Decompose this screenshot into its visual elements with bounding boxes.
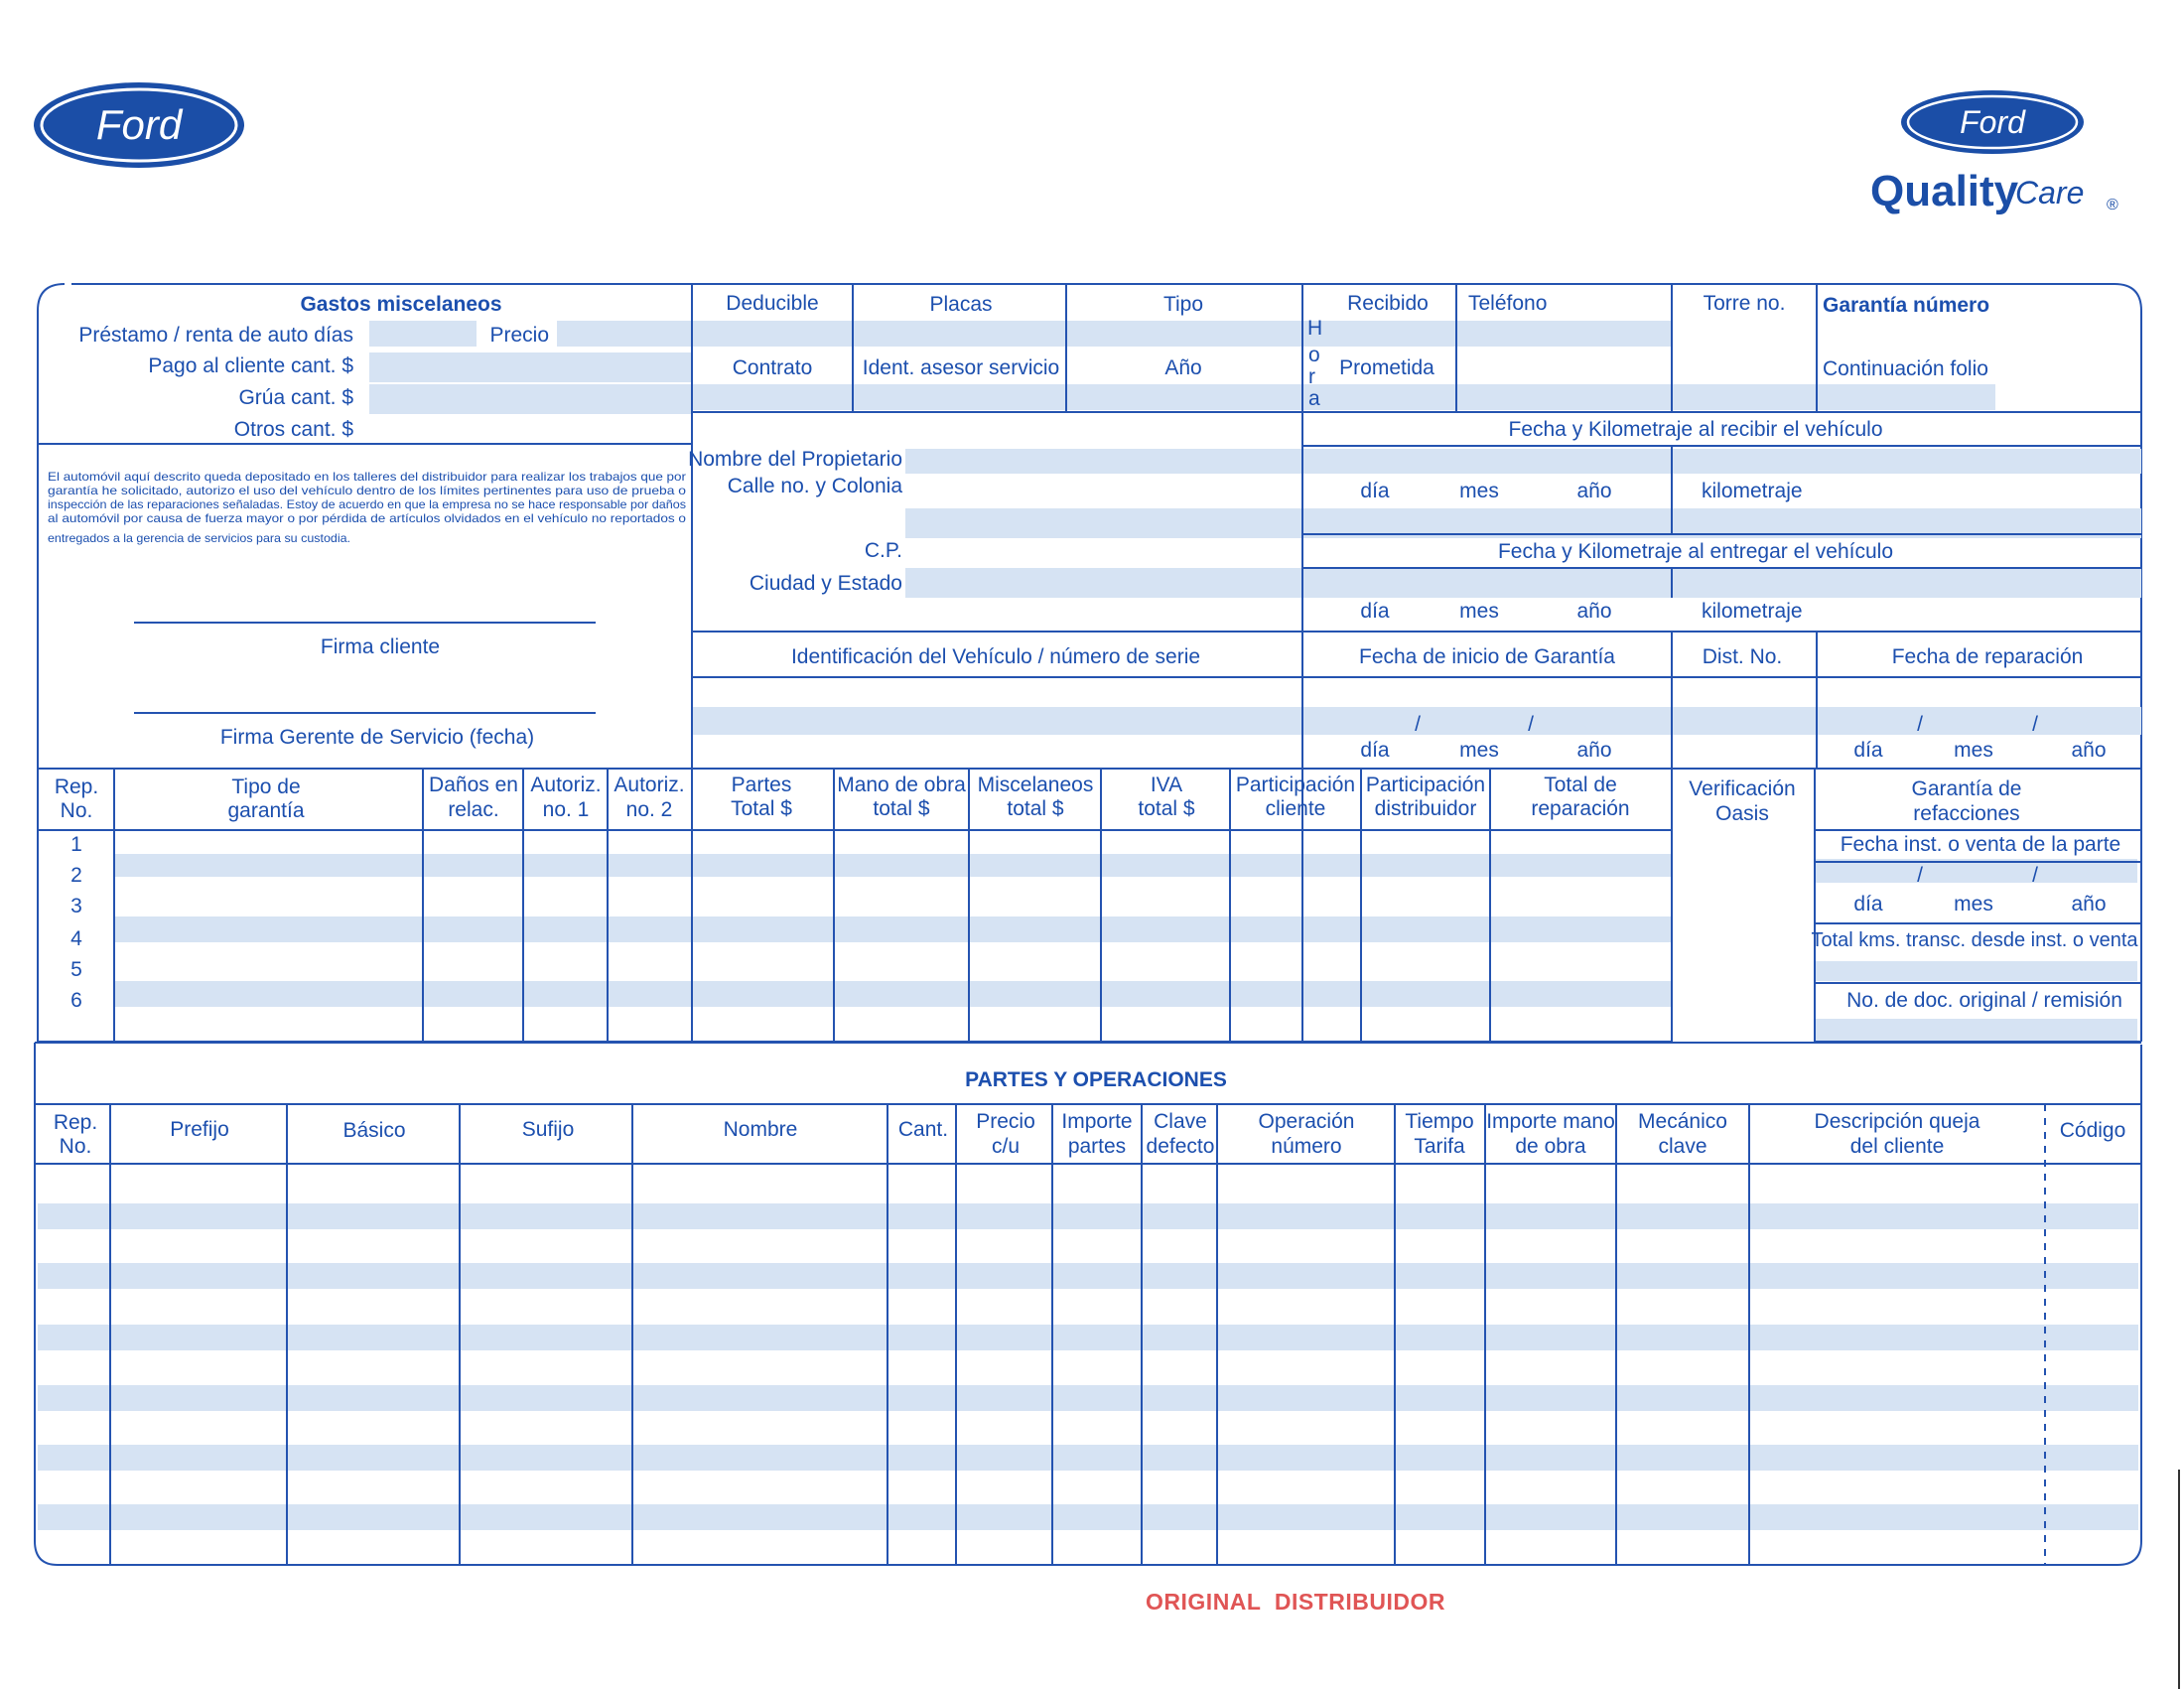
- hora-letter-4: a: [1308, 387, 1320, 410]
- otros-label: Otros cant. $: [233, 418, 353, 441]
- svg-text:Tipo de: Tipo de: [231, 775, 301, 798]
- svg-text:partes: partes: [1067, 1135, 1127, 1158]
- svg-text:día: día: [1360, 739, 1390, 762]
- ford-logo-left: [34, 82, 244, 168]
- svg-text:5: 5: [70, 958, 82, 981]
- svg-text:/: /: [1528, 713, 1534, 736]
- owner-section: [688, 448, 902, 595]
- svg-text:día: día: [1360, 480, 1390, 502]
- svg-text:Nombre: Nombre: [723, 1118, 798, 1141]
- precio-label: Precio: [489, 324, 549, 347]
- svg-text:/: /: [2032, 713, 2038, 736]
- svg-text:3: 3: [70, 895, 82, 917]
- svg-text:Total kms. transc. desde inst.: Total kms. transc. desde inst. o venta: [1811, 929, 2138, 951]
- svg-text:4: 4: [70, 927, 82, 950]
- svg-text:Código: Código: [2059, 1119, 2126, 1142]
- copy-label: ORIGINAL DISTRIBUIDOR: [1146, 1589, 1445, 1615]
- parts-bands: [38, 1203, 2138, 1530]
- svg-text:del cliente: del cliente: [1849, 1135, 1945, 1158]
- svg-text:IVA: IVA: [1150, 774, 1183, 796]
- svg-text:mes: mes: [1954, 739, 1993, 762]
- svg-text:Clave: Clave: [1154, 1110, 1207, 1133]
- prometida-label: Prometida: [1339, 356, 1434, 379]
- svg-text:Sufijo: Sufijo: [521, 1118, 575, 1141]
- svg-text:/: /: [1415, 713, 1421, 736]
- svg-text:1: 1: [70, 833, 82, 856]
- svg-text:Autoriz.: Autoriz.: [614, 774, 685, 796]
- svg-text:Ford: Ford: [95, 101, 183, 148]
- svg-text:distribuidor: distribuidor: [1374, 797, 1477, 820]
- svg-text:Cant.: Cant.: [897, 1118, 949, 1141]
- telefono-label: Teléfono: [1468, 292, 1548, 315]
- svg-text:kilometraje: kilometraje: [1702, 480, 1803, 502]
- dist-no-label: Dist. No.: [1702, 645, 1783, 668]
- svg-text:kilometraje: kilometraje: [1702, 600, 1803, 623]
- hora-letter-2: o: [1308, 344, 1320, 366]
- torre-label: Torre no.: [1703, 292, 1786, 315]
- garantia-numero-label: Garantía número: [1823, 294, 1990, 317]
- parts-table-header: [54, 1110, 2125, 1158]
- svg-text:garantía he solicitado, autori: garantía he solicitado, autorizo el uso del vehículo dentro de los límites pertinentes para uso de prueba o: [48, 485, 686, 497]
- svg-text:total $: total $: [873, 797, 930, 820]
- svg-text:año: año: [2071, 893, 2107, 915]
- svg-text:Rep.: Rep.: [54, 775, 99, 798]
- svg-text:Prefijo: Prefijo: [170, 1118, 229, 1141]
- svg-text:inspección de las reparaciones: inspección de las reparaciones señaladas. Estoy de acuerdo en que la empresa no se hace responsable por daños: [48, 498, 687, 511]
- vehicle-section: [791, 645, 2107, 762]
- svg-text:Importe mano: Importe mano: [1486, 1110, 1615, 1133]
- quality-care-mark: [1870, 167, 2118, 215]
- deducible-label: Deducible: [726, 292, 819, 315]
- svg-text:Miscelaneos: Miscelaneos: [977, 774, 1094, 796]
- svg-text:año: año: [2071, 739, 2107, 762]
- grua-label: Grúa cant. $: [238, 386, 353, 409]
- nombre-label: Nombre del Propietario: [688, 448, 902, 471]
- svg-text:entregados a la gerencia de se: entregados a la gerencia de servicios para su custodia.: [48, 532, 350, 545]
- svg-text:relac.: relac.: [448, 798, 499, 821]
- svg-text:no. 2: no. 2: [625, 798, 673, 821]
- svg-text:garantía: garantía: [227, 799, 305, 822]
- parts-title: PARTES Y OPERACIONES: [965, 1068, 1227, 1091]
- fecha-reparacion-label: Fecha de reparación: [1891, 645, 2084, 668]
- svg-text:clave: clave: [1658, 1135, 1707, 1158]
- svg-text:año: año: [1576, 739, 1612, 762]
- svg-text:El automóvil aquí descrito que: El automóvil aquí descrito queda depositado en los talleres del distribuidor para realizar los trabajos que por: [48, 471, 687, 484]
- ciudad-label: Ciudad y Estado: [749, 572, 902, 595]
- svg-text:mes: mes: [1459, 739, 1499, 762]
- svg-text:no. 1: no. 1: [542, 798, 590, 821]
- svg-text:Básico: Básico: [342, 1119, 406, 1142]
- svg-text:Participación: Participación: [1235, 774, 1356, 796]
- svg-text:Participación: Participación: [1365, 774, 1486, 796]
- svg-text:reparación: reparación: [1531, 797, 1630, 820]
- svg-text:de obra: de obra: [1515, 1135, 1586, 1158]
- svg-text:Fecha inst. o venta de la part: Fecha inst. o venta de la parte: [1840, 833, 2121, 856]
- svg-text:Mecánico: Mecánico: [1638, 1110, 1727, 1133]
- tipo-label: Tipo: [1162, 293, 1204, 316]
- ford-logo-right: [1901, 90, 2084, 154]
- svg-text:Oasis: Oasis: [1715, 802, 1769, 825]
- prestamo-label: Préstamo / renta de auto días: [78, 324, 353, 347]
- svg-text:Precio: Precio: [976, 1110, 1035, 1133]
- placas-label: Placas: [929, 293, 993, 316]
- svg-text:No. de doc. original / remisió: No. de doc. original / remisión: [1846, 989, 2122, 1012]
- svg-text:No.: No.: [60, 799, 93, 822]
- svg-text:/: /: [2032, 864, 2038, 887]
- cp-label: C.P.: [864, 539, 902, 562]
- svg-text:Mano de obra: Mano de obra: [837, 774, 966, 796]
- svg-text:Daños en: Daños en: [429, 774, 518, 796]
- svg-text:Operación: Operación: [1258, 1110, 1355, 1133]
- svg-text:Quality: Quality: [1870, 167, 2019, 215]
- recibido-label: Recibido: [1347, 292, 1429, 315]
- hora-letter-3: r: [1308, 365, 1315, 388]
- svg-text:mes: mes: [1459, 600, 1499, 623]
- svg-text:No.: No.: [59, 1135, 92, 1158]
- contrato-label: Contrato: [732, 356, 813, 379]
- continuacion-label: Continuación folio: [1823, 357, 1988, 380]
- hora-letter-1: H: [1307, 317, 1323, 340]
- gastos-title: Gastos miscelaneos: [300, 293, 502, 316]
- svg-text:Tiempo: Tiempo: [1405, 1110, 1474, 1133]
- svg-text:Importe: Importe: [1061, 1110, 1133, 1133]
- svg-text:Verificación: Verificación: [1689, 777, 1796, 800]
- svg-text:Total de: Total de: [1544, 774, 1617, 796]
- svg-text:Total $: Total $: [731, 797, 792, 820]
- svg-text:mes: mes: [1954, 893, 1993, 915]
- svg-text:/: /: [1917, 713, 1923, 736]
- svg-text:c/u: c/u: [991, 1135, 1021, 1158]
- svg-text:Tarifa: Tarifa: [1414, 1135, 1465, 1158]
- svg-text:6: 6: [70, 989, 82, 1012]
- svg-text:2: 2: [70, 864, 82, 887]
- calle-label: Calle no. y Colonia: [727, 475, 902, 497]
- recibir-title: Fecha y Kilometraje al recibir el vehículo: [1508, 418, 1883, 441]
- disclaimer-text: [48, 471, 686, 545]
- svg-text:®: ®: [2107, 197, 2118, 213]
- identificacion-label: Identificación del Vehículo / número de serie: [790, 645, 1201, 668]
- firma-cliente-label: Firma cliente: [320, 635, 441, 658]
- svg-text:día: día: [1853, 739, 1883, 762]
- svg-text:Ford: Ford: [1960, 104, 2025, 140]
- svg-text:mes: mes: [1459, 480, 1499, 502]
- svg-text:/: /: [1917, 864, 1923, 887]
- svg-text:Autoriz.: Autoriz.: [530, 774, 602, 796]
- entregar-title: Fecha y Kilometraje al entregar el vehículo: [1497, 540, 1894, 563]
- anio-label: Año: [1164, 356, 1202, 379]
- svg-text:Care: Care: [2015, 175, 2085, 211]
- firma-gerente-label: Firma Gerente de Servicio (fecha): [219, 726, 535, 749]
- svg-text:año: año: [1576, 480, 1612, 502]
- svg-text:Descripción queja: Descripción queja: [1814, 1110, 1980, 1133]
- svg-text:cliente: cliente: [1265, 797, 1326, 820]
- svg-text:Partes: Partes: [731, 774, 792, 796]
- ident-asesor-label: Ident. asesor servicio: [862, 356, 1060, 379]
- repairs-row-numbers: [70, 833, 82, 1012]
- svg-text:número: número: [1271, 1135, 1342, 1158]
- signatures: [220, 635, 534, 749]
- svg-text:defecto: defecto: [1146, 1135, 1215, 1158]
- svg-text:día: día: [1360, 600, 1390, 623]
- pago-label: Pago al cliente cant. $: [148, 354, 353, 377]
- svg-text:Garantía de: Garantía de: [1911, 777, 2022, 800]
- svg-text:total $: total $: [1138, 797, 1195, 820]
- svg-text:día: día: [1853, 893, 1883, 915]
- svg-text:refacciones: refacciones: [1913, 802, 2020, 825]
- svg-text:al automóvil por causa de fuer: al automóvil por causa de fuerza mayor o por pérdida de artículos olvidados en el vehículo no reportados o: [48, 512, 686, 525]
- repairs-table-header: [55, 774, 2022, 825]
- fecha-inicio-label: Fecha de inicio de Garantía: [1359, 645, 1615, 668]
- svg-text:total $: total $: [1007, 797, 1064, 820]
- svg-text:Rep.: Rep.: [53, 1111, 98, 1134]
- svg-text:año: año: [1576, 600, 1612, 623]
